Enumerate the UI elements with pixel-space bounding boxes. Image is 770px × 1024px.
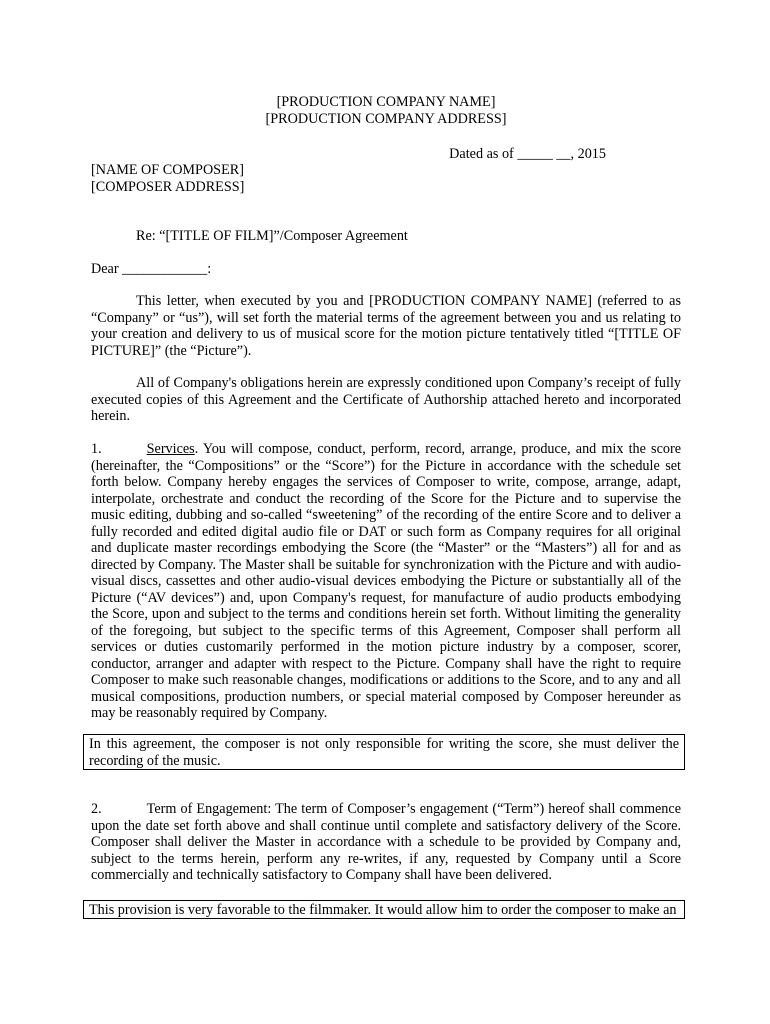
- composer-name: [NAME OF COMPOSER]: [91, 162, 244, 178]
- date-line: Dated as of _____ __, 2015: [449, 146, 606, 162]
- re-line: Re: “[TITLE OF FILM]”/Composer Agreement: [136, 228, 408, 244]
- annotation-box: In this agreement, the composer is not only responsible for writing the score, she must deliver the recording of the music.: [83, 734, 685, 770]
- company-address: [PRODUCTION COMPANY ADDRESS]: [265, 110, 507, 127]
- conditions-paragraph: All of Company's obligations herein are expressly conditioned upon Company’s receipt of fully executed copies of this Agreement and the Certificate of Authorship attached hereto and incorporated herein.: [91, 375, 681, 424]
- section-body: . You will compose, conduct, perform, record, arrange, produce, and mix the score (hereinafter, the “Compositions” or the “Score”) for the Picture in accordance with the schedule set forth below. Company hereby engages the services of Composer to write, compose, arrange, adapt, interpolate, orchestrate and conduct the recording of the Score for the Picture and to supervise the music editing, dubbing and so-called “sweetening” of the recording of the entire Score and to deliver a fully recorded and edited digital audio file or DAT or such form as Company requires for all original and duplicate master recordings embodying the Score (the “Master” or the “Masters”) all for and as directed by Company. The Master shall be suitable for synchronization with the Picture and with audio-visual discs, cassettes and other audio-visual devices embodying the Picture or substantially all of the Picture (“AV devices”) and, upon Company's request, for manufacture of audio products embodying the Score, upon and subject to the terms and conditions herein set forth. Without limiting the generality of the foregoing, but subject to the specific terms of this Agreement, Composer shall perform all services or duties customarily performed in the motion picture industry by a composer, scorer, conductor, arranger and adapter with respect to the Picture. Company shall have the right to require Composer to make such reasonable changes, modifications or additions to the Score, and to any and all musical compositions, production numbers, or special material composed by Composer hereunder as may be reasonably required by Company.: [91, 441, 681, 721]
- addressee: [91, 162, 681, 195]
- letterhead: [91, 94, 681, 127]
- annotation-box: This provision is very favorable to the filmmaker. It would allow him to order the composer to make an: [83, 900, 685, 919]
- section-heading: Services: [146, 441, 195, 457]
- section-number: 2.: [91, 801, 102, 817]
- intro-paragraph: This letter, when executed by you and [PRODUCTION COMPANY NAME] (referred to as “Company” or “us”), will set forth the material terms of the agreement between you and us relating to your creation and delivery to us of musical score for the motion picture tentatively titled “[TITLE OF PICTURE]” (the “Picture”).: [91, 293, 681, 359]
- section-number: 1.: [91, 441, 102, 457]
- section-body: Term of Engagement: The term of Composer’s engagement (“Term”) hereof shall commence upon the date set forth above and shall continue until complete and satisfactory delivery of the Score. Composer shall deliver the Master in accordance with a schedule to be provided by Company and, subject to the terms herein, perform any re-writes, if any, requested by Company until a Score commercially and technically satisfactory to Company shall have been delivered.: [91, 801, 681, 883]
- salutation: Dear ____________:: [91, 261, 212, 277]
- company-name: [PRODUCTION COMPANY NAME]: [276, 94, 496, 110]
- section-services: [91, 441, 681, 722]
- section-term: [91, 801, 681, 884]
- composer-address: [COMPOSER ADDRESS]: [91, 178, 245, 195]
